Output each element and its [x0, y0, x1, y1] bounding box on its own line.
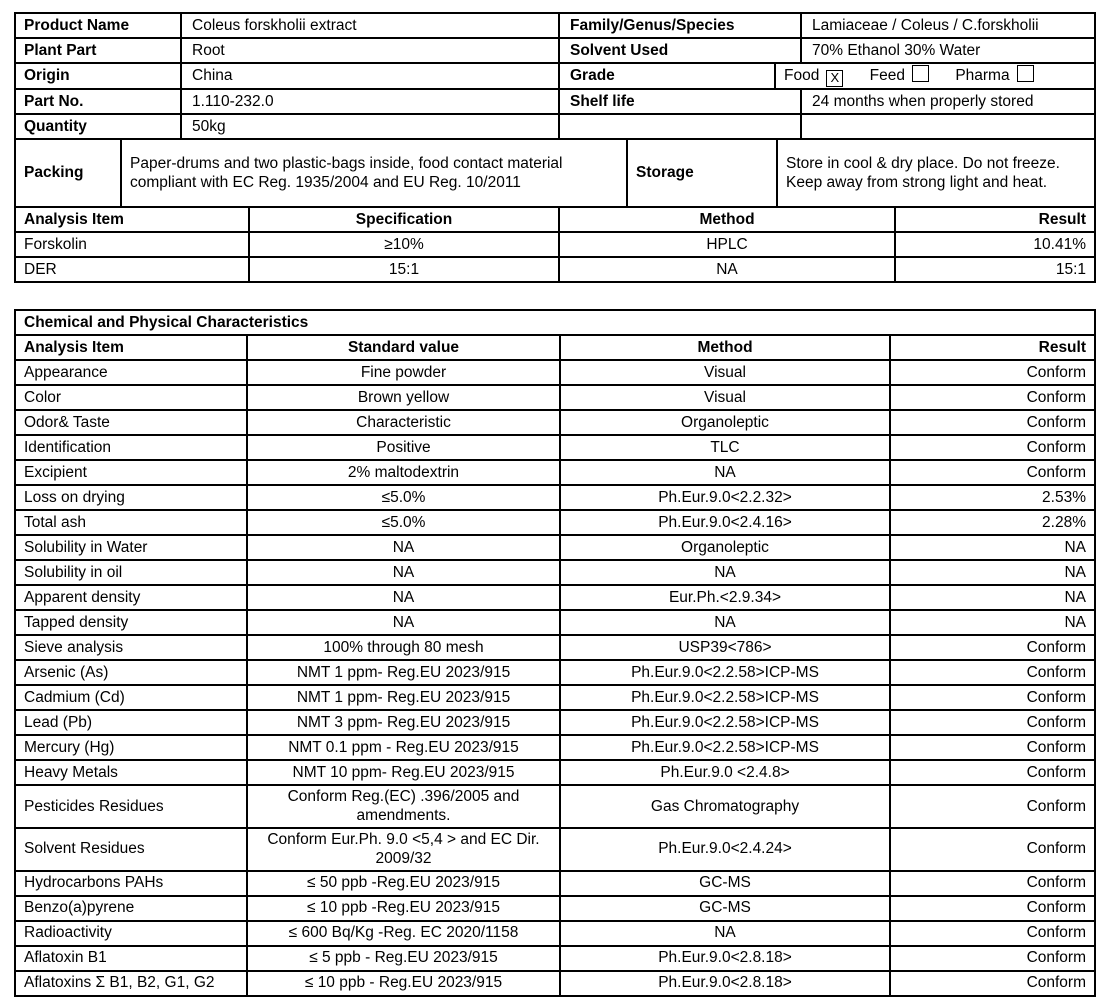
result-cell: 10.41%	[895, 232, 1095, 257]
standard-value-cell: NMT 1 ppm- Reg.EU 2023/915	[247, 685, 560, 710]
standard-value-cell: NMT 0.1 ppm - Reg.EU 2023/915	[247, 735, 560, 760]
analysis-item-cell: Solubility in oil	[15, 560, 247, 585]
standard-value-cell: ≤ 5 ppb - Reg.EU 2023/915	[247, 946, 560, 971]
standard-value-cell: Conform Reg.(EC) .396/2005 and amendments.	[247, 785, 560, 828]
result-cell: Conform	[890, 435, 1095, 460]
result-cell: Conform	[890, 760, 1095, 785]
result-cell: Conform	[890, 385, 1095, 410]
analysis-item-cell: Hydrocarbons PAHs	[15, 871, 247, 896]
solvent-used-label: Solvent Used	[559, 38, 801, 63]
result-cell: Conform	[890, 921, 1095, 946]
table-row	[15, 360, 1095, 385]
standard-value-cell: ≤ 10 ppb - Reg.EU 2023/915	[247, 971, 560, 996]
result-cell: 15:1	[895, 257, 1095, 282]
table-row	[15, 635, 1095, 660]
storage-label: Storage	[627, 139, 777, 207]
result-cell: Conform	[890, 635, 1095, 660]
result-cell: NA	[890, 610, 1095, 635]
grade-options	[775, 63, 1095, 89]
table-row	[15, 735, 1095, 760]
result-cell: Conform	[890, 710, 1095, 735]
assay-header-specification: Specification	[249, 207, 559, 232]
grade-option-food-label: Food	[784, 67, 820, 84]
method-cell: Visual	[560, 385, 890, 410]
table-row	[15, 685, 1095, 710]
packing-storage-table	[14, 138, 1096, 208]
result-cell: Conform	[890, 685, 1095, 710]
method-cell: NA	[559, 257, 895, 282]
standard-value-cell: NA	[247, 560, 560, 585]
analysis-item-cell: Lead (Pb)	[15, 710, 247, 735]
standard-value-cell: Conform Eur.Ph. 9.0 <5,4 > and EC Dir. 2009/32	[247, 828, 560, 871]
standard-value-cell: Brown yellow	[247, 385, 560, 410]
analysis-item-cell: Mercury (Hg)	[15, 735, 247, 760]
part-no-label: Part No.	[15, 89, 181, 114]
standard-value-cell: ≤5.0%	[247, 510, 560, 535]
method-cell: Ph.Eur.9.0<2.2.32>	[560, 485, 890, 510]
table-row	[15, 410, 1095, 435]
origin-value: China	[181, 63, 559, 89]
table-row	[15, 871, 1095, 896]
result-cell: 2.53%	[890, 485, 1095, 510]
assay-header-analysis-item: Analysis Item	[15, 207, 249, 232]
method-cell: NA	[560, 610, 890, 635]
plant-part-value: Root	[181, 38, 559, 63]
packing-value: Paper-drums and two plastic-bags inside, food contact material compliant with EC Reg. 1935/2004 and EU Reg. 10/2011	[121, 139, 627, 207]
result-cell: Conform	[890, 971, 1095, 996]
characteristics-header-standard-value: Standard value	[247, 335, 560, 360]
origin-row	[15, 63, 1095, 89]
analysis-item-cell: Odor& Taste	[15, 410, 247, 435]
method-cell: Eur.Ph.<2.9.34>	[560, 585, 890, 610]
analysis-item-cell: Apparent density	[15, 585, 247, 610]
specification-cell: 15:1	[249, 257, 559, 282]
empty-label-cell	[559, 114, 801, 139]
result-cell: 2.28%	[890, 510, 1095, 535]
standard-value-cell: Positive	[247, 435, 560, 460]
spec-sheet-document	[14, 0, 1094, 997]
characteristics-header-row	[15, 335, 1095, 360]
analysis-item-cell: Identification	[15, 435, 247, 460]
product-name-row	[15, 13, 1095, 38]
assay-header-result: Result	[895, 207, 1095, 232]
method-cell: Ph.Eur.9.0<2.4.24>	[560, 828, 890, 871]
analysis-item-cell: Tapped density	[15, 610, 247, 635]
standard-value-cell: NA	[247, 585, 560, 610]
analysis-item-cell: Arsenic (As)	[15, 660, 247, 685]
method-cell: GC-MS	[560, 871, 890, 896]
method-cell: Visual	[560, 360, 890, 385]
table-row	[15, 460, 1095, 485]
result-cell: NA	[890, 560, 1095, 585]
table-row	[15, 760, 1095, 785]
method-cell: Gas Chromatography	[560, 785, 890, 828]
method-cell: Organoleptic	[560, 535, 890, 560]
standard-value-cell: ≤ 600 Bq/Kg -Reg. EC 2020/1158	[247, 921, 560, 946]
product-name-value: Coleus forskholii extract	[181, 13, 559, 38]
standard-value-cell: 2% maltodextrin	[247, 460, 560, 485]
analysis-item-cell: Pesticides Residues	[15, 785, 247, 828]
characteristics-header-result: Result	[890, 335, 1095, 360]
table-row	[15, 585, 1095, 610]
grade-option-pharma	[955, 65, 1033, 85]
method-cell: Ph.Eur.9.0<2.2.58>ICP-MS	[560, 660, 890, 685]
analysis-item-cell: Aflatoxins Σ B1, B2, G1, G2	[15, 971, 247, 996]
standard-value-cell: ≤ 10 ppb -Reg.EU 2023/915	[247, 896, 560, 921]
analysis-item-cell: Excipient	[15, 460, 247, 485]
table-row	[15, 560, 1095, 585]
assay-analysis-table	[14, 206, 1096, 283]
method-cell: Ph.Eur.9.0<2.2.58>ICP-MS	[560, 735, 890, 760]
plant-part-label: Plant Part	[15, 38, 181, 63]
analysis-item-cell: DER	[15, 257, 249, 282]
product-name-label: Product Name	[15, 13, 181, 38]
method-cell: HPLC	[559, 232, 895, 257]
grade-label: Grade	[559, 63, 775, 89]
characteristics-title: Chemical and Physical Characteristics	[15, 310, 1095, 335]
table-row	[15, 610, 1095, 635]
method-cell: Ph.Eur.9.0<2.2.58>ICP-MS	[560, 685, 890, 710]
analysis-item-cell: Cadmium (Cd)	[15, 685, 247, 710]
standard-value-cell: 100% through 80 mesh	[247, 635, 560, 660]
method-cell: Ph.Eur.9.0<2.4.16>	[560, 510, 890, 535]
part-no-row	[15, 89, 1095, 114]
checkbox-feed-unchecked-icon	[912, 65, 929, 82]
table-row	[15, 510, 1095, 535]
table-row	[15, 485, 1095, 510]
empty-value-cell	[801, 114, 1095, 139]
part-no-value: 1.110-232.0	[181, 89, 559, 114]
table-row	[15, 785, 1095, 828]
method-cell: NA	[560, 921, 890, 946]
family-genus-species-value: Lamiaceae / Coleus / C.forskholii	[801, 13, 1095, 38]
standard-value-cell: Characteristic	[247, 410, 560, 435]
standard-value-cell: NMT 3 ppm- Reg.EU 2023/915	[247, 710, 560, 735]
table-row	[15, 385, 1095, 410]
family-genus-species-label: Family/Genus/Species	[559, 13, 801, 38]
result-cell: Conform	[890, 896, 1095, 921]
method-cell: Ph.Eur.9.0<2.8.18>	[560, 946, 890, 971]
method-cell: GC-MS	[560, 896, 890, 921]
analysis-item-cell: Total ash	[15, 510, 247, 535]
assay-header-method: Method	[559, 207, 895, 232]
grade-option-feed-label: Feed	[869, 67, 905, 84]
quantity-row	[15, 114, 1095, 139]
table-row	[15, 232, 1095, 257]
result-cell: Conform	[890, 946, 1095, 971]
method-cell: NA	[560, 560, 890, 585]
method-cell: Organoleptic	[560, 410, 890, 435]
standard-value-cell: NA	[247, 535, 560, 560]
standard-value-cell: NMT 10 ppm- Reg.EU 2023/915	[247, 760, 560, 785]
analysis-item-cell: Radioactivity	[15, 921, 247, 946]
characteristics-table	[14, 309, 1096, 997]
packing-label: Packing	[15, 139, 121, 207]
result-cell: NA	[890, 585, 1095, 610]
analysis-item-cell: Loss on drying	[15, 485, 247, 510]
table-row	[15, 710, 1095, 735]
checkbox-food-checked-icon: X	[826, 70, 843, 87]
origin-label: Origin	[15, 63, 181, 89]
grade-option-food	[784, 66, 843, 87]
result-cell: Conform	[890, 410, 1095, 435]
standard-value-cell: Fine powder	[247, 360, 560, 385]
shelf-life-value: 24 months when properly stored	[801, 89, 1095, 114]
standard-value-cell: NMT 1 ppm- Reg.EU 2023/915	[247, 660, 560, 685]
characteristics-header-analysis-item: Analysis Item	[15, 335, 247, 360]
checkbox-pharma-unchecked-icon	[1017, 65, 1034, 82]
analysis-item-cell: Forskolin	[15, 232, 249, 257]
plant-part-row	[15, 38, 1095, 63]
grade-option-feed	[870, 65, 929, 85]
packing-storage-row	[15, 139, 1095, 207]
analysis-item-cell: Heavy Metals	[15, 760, 247, 785]
result-cell: Conform	[890, 871, 1095, 896]
analysis-item-cell: Solubility in Water	[15, 535, 247, 560]
result-cell: Conform	[890, 360, 1095, 385]
table-row	[15, 660, 1095, 685]
analysis-item-cell: Color	[15, 385, 247, 410]
result-cell: Conform	[890, 735, 1095, 760]
table-row	[15, 971, 1095, 996]
characteristics-title-row	[15, 310, 1095, 335]
analysis-item-cell: Solvent Residues	[15, 828, 247, 871]
quantity-label: Quantity	[15, 114, 181, 139]
result-cell: Conform	[890, 828, 1095, 871]
method-cell: USP39<786>	[560, 635, 890, 660]
grade-option-pharma-label: Pharma	[955, 67, 1010, 84]
table-row	[15, 946, 1095, 971]
table-row	[15, 921, 1095, 946]
quantity-value: 50kg	[181, 114, 559, 139]
result-cell: NA	[890, 535, 1095, 560]
method-cell: NA	[560, 460, 890, 485]
analysis-item-cell: Appearance	[15, 360, 247, 385]
table-row	[15, 435, 1095, 460]
solvent-used-value: 70% Ethanol 30% Water	[801, 38, 1095, 63]
method-cell: Ph.Eur.9.0<2.2.58>ICP-MS	[560, 710, 890, 735]
specification-cell: ≥10%	[249, 232, 559, 257]
assay-header-row	[15, 207, 1095, 232]
storage-value: Store in cool & dry place. Do not freeze. Keep away from strong light and heat.	[777, 139, 1095, 207]
standard-value-cell: ≤ 50 ppb -Reg.EU 2023/915	[247, 871, 560, 896]
shelf-life-label: Shelf life	[559, 89, 801, 114]
table-row	[15, 828, 1095, 871]
standard-value-cell: ≤5.0%	[247, 485, 560, 510]
method-cell: TLC	[560, 435, 890, 460]
result-cell: Conform	[890, 785, 1095, 828]
characteristics-header-method: Method	[560, 335, 890, 360]
table-row	[15, 896, 1095, 921]
standard-value-cell: NA	[247, 610, 560, 635]
product-info-table	[14, 12, 1096, 140]
method-cell: Ph.Eur.9.0 <2.4.8>	[560, 760, 890, 785]
table-row	[15, 535, 1095, 560]
result-cell: Conform	[890, 460, 1095, 485]
analysis-item-cell: Benzo(a)pyrene	[15, 896, 247, 921]
analysis-item-cell: Aflatoxin B1	[15, 946, 247, 971]
section-spacer	[14, 283, 1094, 309]
method-cell: Ph.Eur.9.0<2.8.18>	[560, 971, 890, 996]
table-row	[15, 257, 1095, 282]
analysis-item-cell: Sieve analysis	[15, 635, 247, 660]
result-cell: Conform	[890, 660, 1095, 685]
